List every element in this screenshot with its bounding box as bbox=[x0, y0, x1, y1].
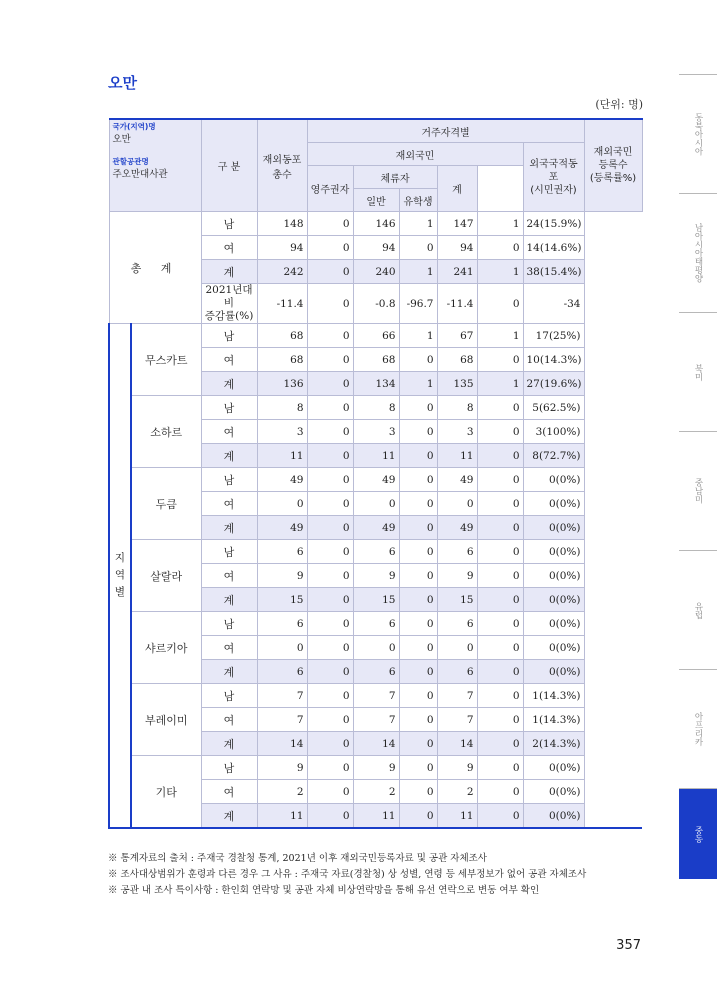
nav-item-label: 중동 bbox=[693, 825, 703, 843]
sex-cell: 남 bbox=[201, 540, 257, 564]
value-cell: 1(14.3%) bbox=[523, 708, 584, 732]
header-general: 일반 bbox=[353, 189, 399, 212]
table-row bbox=[109, 396, 642, 420]
office-label: 관할공관명 bbox=[112, 157, 149, 166]
value-cell: 0 bbox=[307, 660, 353, 684]
value-cell: 11 bbox=[353, 444, 399, 468]
sex-cell: 계 bbox=[201, 588, 257, 612]
region-name: 부레이미 bbox=[131, 684, 201, 756]
value-cell: 15 bbox=[437, 588, 477, 612]
value-cell: 0 bbox=[307, 396, 353, 420]
value-cell: 0 bbox=[307, 540, 353, 564]
value-cell: 94 bbox=[437, 236, 477, 260]
value-cell: 11 bbox=[437, 444, 477, 468]
value-cell: 7 bbox=[437, 684, 477, 708]
table-row bbox=[109, 612, 642, 636]
value-cell: 148 bbox=[257, 212, 307, 236]
sex-cell: 남 bbox=[201, 756, 257, 780]
value-cell: 2(14.3%) bbox=[523, 732, 584, 756]
value-cell: 49 bbox=[437, 516, 477, 540]
value-cell: 2 bbox=[257, 780, 307, 804]
value-cell: 0 bbox=[257, 492, 307, 516]
value-cell: 15 bbox=[257, 588, 307, 612]
value-cell: 0 bbox=[399, 780, 437, 804]
value-cell: 0 bbox=[399, 564, 437, 588]
value-cell: 0 bbox=[307, 212, 353, 236]
nav-item-label: 북미 bbox=[693, 363, 703, 381]
value-cell: 17(25%) bbox=[523, 324, 584, 348]
value-cell: 3(100%) bbox=[523, 420, 584, 444]
header-residence-status: 거주자격별 bbox=[307, 119, 584, 143]
value-cell: -11.4 bbox=[257, 284, 307, 324]
sex-cell: 여 bbox=[201, 564, 257, 588]
sex-cell: 계 bbox=[201, 516, 257, 540]
value-cell: 0 bbox=[477, 236, 523, 260]
value-cell: 0 bbox=[399, 420, 437, 444]
value-cell: 0 bbox=[477, 444, 523, 468]
header-registered: 재외국민 등록수 (등록률%) bbox=[584, 119, 642, 212]
value-cell: 1 bbox=[399, 212, 437, 236]
value-cell: 0 bbox=[307, 780, 353, 804]
value-cell: 49 bbox=[353, 516, 399, 540]
value-cell: 1 bbox=[477, 372, 523, 396]
header-subtotal: 계 bbox=[437, 166, 477, 212]
value-cell: 8 bbox=[353, 396, 399, 420]
region-name: 살랄라 bbox=[131, 540, 201, 612]
nav-item-1[interactable] bbox=[679, 75, 717, 193]
value-cell: 5(62.5%) bbox=[523, 396, 584, 420]
value-cell: 6 bbox=[257, 660, 307, 684]
value-cell: 1 bbox=[399, 324, 437, 348]
value-cell: 0 bbox=[307, 260, 353, 284]
page-number: 357 bbox=[616, 938, 641, 953]
value-cell: 1 bbox=[477, 324, 523, 348]
region-name: 소하르 bbox=[131, 396, 201, 468]
sex-cell: 여 bbox=[201, 780, 257, 804]
value-cell: 9 bbox=[437, 564, 477, 588]
value-cell: 0 bbox=[477, 348, 523, 372]
value-cell: 14 bbox=[437, 732, 477, 756]
sex-cell: 남 bbox=[201, 684, 257, 708]
value-cell: 0 bbox=[307, 236, 353, 260]
sex-cell: 계 bbox=[201, 732, 257, 756]
value-cell: 3 bbox=[353, 420, 399, 444]
value-cell: 0 bbox=[307, 348, 353, 372]
value-cell: 0(0%) bbox=[523, 540, 584, 564]
nav-item-label: 남아시아태평양 bbox=[693, 223, 703, 283]
value-cell: 49 bbox=[257, 468, 307, 492]
office-value: 주오만대사관 bbox=[112, 169, 168, 180]
region-name: 기타 bbox=[131, 756, 201, 829]
value-cell: 0 bbox=[399, 756, 437, 780]
value-cell: 49 bbox=[437, 468, 477, 492]
value-cell: 0 bbox=[399, 516, 437, 540]
value-cell: 3 bbox=[257, 420, 307, 444]
sex-cell: 여 bbox=[201, 708, 257, 732]
value-cell: 24(15.9%) bbox=[523, 212, 584, 236]
nav-item-7[interactable] bbox=[679, 789, 717, 879]
page-title: 오만 bbox=[108, 74, 137, 92]
value-cell: 135 bbox=[437, 372, 477, 396]
value-cell: 9 bbox=[353, 564, 399, 588]
sex-cell: 남 bbox=[201, 396, 257, 420]
change-label: 2021년대비 증감률(%) bbox=[201, 284, 257, 324]
value-cell: 68 bbox=[257, 348, 307, 372]
value-cell: 0 bbox=[477, 396, 523, 420]
value-cell: 0(0%) bbox=[523, 756, 584, 780]
value-cell: 0(0%) bbox=[523, 492, 584, 516]
footnote-scope: ※ 조사대상범위가 훈령과 다른 경우 그 사유 : 주재국 자료(경찰청) 상 성별, 연령 등 세부정보가 없어 공관 자체조사 bbox=[108, 869, 587, 880]
value-cell: 0 bbox=[399, 444, 437, 468]
value-cell: 7 bbox=[437, 708, 477, 732]
sex-cell: 여 bbox=[201, 348, 257, 372]
value-cell: 0 bbox=[257, 636, 307, 660]
value-cell: 0 bbox=[477, 516, 523, 540]
value-cell: 2 bbox=[437, 780, 477, 804]
value-cell: 9 bbox=[257, 756, 307, 780]
value-cell: 0 bbox=[399, 588, 437, 612]
value-cell: 11 bbox=[257, 804, 307, 829]
sex-cell: 남 bbox=[201, 212, 257, 236]
table-body bbox=[109, 212, 642, 829]
value-cell: 0 bbox=[353, 636, 399, 660]
region-name: 무스카트 bbox=[131, 324, 201, 396]
value-cell: 6 bbox=[437, 540, 477, 564]
sex-cell: 계 bbox=[201, 804, 257, 829]
value-cell: 0 bbox=[477, 284, 523, 324]
sex-cell: 남 bbox=[201, 324, 257, 348]
value-cell: -11.4 bbox=[437, 284, 477, 324]
country-label: 국가(지역)명 bbox=[112, 122, 156, 131]
sex-cell: 남 bbox=[201, 612, 257, 636]
value-cell: 9 bbox=[257, 564, 307, 588]
value-cell: 94 bbox=[353, 236, 399, 260]
nav-item-2[interactable] bbox=[679, 194, 717, 312]
region-name: 샤르키아 bbox=[131, 612, 201, 684]
value-cell: 14 bbox=[257, 732, 307, 756]
value-cell: 6 bbox=[257, 540, 307, 564]
value-cell: 66 bbox=[353, 324, 399, 348]
nav-item-5[interactable] bbox=[679, 551, 717, 669]
header-overseas-total: 재외동포 총수 bbox=[257, 119, 307, 212]
value-cell: 49 bbox=[353, 468, 399, 492]
value-cell: 0 bbox=[307, 372, 353, 396]
value-cell: 0 bbox=[307, 756, 353, 780]
table-row bbox=[109, 684, 642, 708]
table-row bbox=[109, 540, 642, 564]
value-cell: 0 bbox=[477, 588, 523, 612]
sex-cell: 계 bbox=[201, 372, 257, 396]
value-cell: 0 bbox=[307, 684, 353, 708]
nav-item-label: 아프리카 bbox=[693, 712, 703, 746]
sex-cell: 여 bbox=[201, 636, 257, 660]
value-cell: 0 bbox=[307, 492, 353, 516]
value-cell: 0 bbox=[437, 636, 477, 660]
value-cell: 0(0%) bbox=[523, 780, 584, 804]
value-cell: 1 bbox=[477, 260, 523, 284]
value-cell: 0 bbox=[399, 804, 437, 829]
value-cell: 6 bbox=[257, 612, 307, 636]
value-cell: 0 bbox=[307, 804, 353, 829]
header-info-cell bbox=[109, 119, 201, 212]
value-cell: 0(0%) bbox=[523, 564, 584, 588]
value-cell: 0 bbox=[399, 540, 437, 564]
value-cell: 6 bbox=[353, 540, 399, 564]
value-cell: 7 bbox=[353, 708, 399, 732]
nav-item-label: 중남미 bbox=[693, 478, 703, 504]
value-cell: 9 bbox=[437, 756, 477, 780]
value-cell: 0 bbox=[399, 684, 437, 708]
value-cell: 0 bbox=[477, 732, 523, 756]
value-cell: 49 bbox=[257, 516, 307, 540]
region-group-label: 지 역 별 bbox=[109, 324, 131, 829]
value-cell: 0(0%) bbox=[523, 636, 584, 660]
sex-cell: 남 bbox=[201, 468, 257, 492]
sex-cell: 계 bbox=[201, 660, 257, 684]
value-cell: 136 bbox=[257, 372, 307, 396]
region-name: 두큼 bbox=[131, 468, 201, 540]
value-cell: -96.7 bbox=[399, 284, 437, 324]
value-cell: 0 bbox=[307, 284, 353, 324]
value-cell: 147 bbox=[437, 212, 477, 236]
value-cell: 0 bbox=[477, 540, 523, 564]
sex-cell: 여 bbox=[201, 420, 257, 444]
value-cell: 134 bbox=[353, 372, 399, 396]
value-cell: 0 bbox=[477, 684, 523, 708]
value-cell: 0(0%) bbox=[523, 588, 584, 612]
value-cell: 27(19.6%) bbox=[523, 372, 584, 396]
value-cell: 1(14.3%) bbox=[523, 684, 584, 708]
value-cell: 7 bbox=[257, 684, 307, 708]
nav-item-label: 동북아시아 bbox=[693, 112, 703, 156]
value-cell: 0(0%) bbox=[523, 468, 584, 492]
value-cell: 0 bbox=[399, 236, 437, 260]
value-cell: 7 bbox=[257, 708, 307, 732]
value-cell: 0(0%) bbox=[523, 612, 584, 636]
nav-item-3[interactable] bbox=[679, 313, 717, 431]
value-cell: 0 bbox=[307, 708, 353, 732]
header-nationals: 재외국민 bbox=[307, 143, 523, 166]
table-row bbox=[109, 468, 642, 492]
value-cell: 11 bbox=[437, 804, 477, 829]
value-cell: 94 bbox=[257, 236, 307, 260]
value-cell: 0(0%) bbox=[523, 516, 584, 540]
value-cell: 10(14.3%) bbox=[523, 348, 584, 372]
value-cell: 8 bbox=[257, 396, 307, 420]
sex-cell: 계 bbox=[201, 444, 257, 468]
value-cell: 1 bbox=[399, 260, 437, 284]
value-cell: 8 bbox=[437, 396, 477, 420]
nav-item-4[interactable] bbox=[679, 432, 717, 550]
header-student: 유학생 bbox=[399, 189, 437, 212]
value-cell: 0 bbox=[477, 708, 523, 732]
value-cell: 0 bbox=[477, 612, 523, 636]
value-cell: 241 bbox=[437, 260, 477, 284]
value-cell: 8(72.7%) bbox=[523, 444, 584, 468]
header-category: 구 분 bbox=[201, 119, 257, 212]
value-cell: 0 bbox=[307, 588, 353, 612]
table-header bbox=[109, 119, 642, 212]
value-cell: 0 bbox=[477, 492, 523, 516]
value-cell: 0 bbox=[477, 780, 523, 804]
value-cell: 67 bbox=[437, 324, 477, 348]
header-permanent: 영주권자 bbox=[307, 166, 353, 212]
value-cell: 38(15.4%) bbox=[523, 260, 584, 284]
country-value: 오만 bbox=[112, 134, 131, 145]
value-cell: 0 bbox=[353, 492, 399, 516]
nav-item-label: 유럽 bbox=[693, 601, 703, 619]
value-cell: 68 bbox=[437, 348, 477, 372]
sex-cell: 계 bbox=[201, 260, 257, 284]
footnotes bbox=[108, 851, 648, 899]
value-cell: 0 bbox=[477, 660, 523, 684]
table-row bbox=[109, 324, 642, 348]
value-cell: 0 bbox=[477, 804, 523, 829]
value-cell: 0 bbox=[399, 636, 437, 660]
value-cell: 0 bbox=[399, 612, 437, 636]
value-cell: 0 bbox=[477, 636, 523, 660]
value-cell: 15 bbox=[353, 588, 399, 612]
value-cell: 0 bbox=[307, 612, 353, 636]
value-cell: 7 bbox=[353, 684, 399, 708]
value-cell: 14 bbox=[353, 732, 399, 756]
value-cell: 68 bbox=[257, 324, 307, 348]
header-sojourner: 체류자 bbox=[353, 166, 437, 189]
sex-cell: 여 bbox=[201, 236, 257, 260]
value-cell: 0 bbox=[437, 492, 477, 516]
nav-item-6[interactable] bbox=[679, 670, 717, 788]
value-cell: 68 bbox=[353, 348, 399, 372]
value-cell: 14(14.6%) bbox=[523, 236, 584, 260]
sex-cell: 여 bbox=[201, 492, 257, 516]
value-cell: 0(0%) bbox=[523, 660, 584, 684]
value-cell: 0 bbox=[307, 516, 353, 540]
footnote-source: ※ 통계자료의 출처 : 주재국 경찰청 통계, 2021년 이후 재외국민등록자료 및 공관 자체조사 bbox=[108, 853, 487, 864]
table-row bbox=[109, 756, 642, 780]
value-cell: 0 bbox=[307, 564, 353, 588]
value-cell: 0 bbox=[399, 708, 437, 732]
value-cell: 6 bbox=[353, 612, 399, 636]
value-cell: 240 bbox=[353, 260, 399, 284]
value-cell: 11 bbox=[257, 444, 307, 468]
value-cell: 0 bbox=[307, 732, 353, 756]
value-cell: 6 bbox=[437, 612, 477, 636]
value-cell: 0 bbox=[307, 444, 353, 468]
header-foreign-nationals: 외국국적동포 (시민권자) bbox=[523, 143, 584, 212]
total-label: 총 계 bbox=[109, 212, 201, 324]
statistics-table bbox=[108, 118, 643, 829]
value-cell: 6 bbox=[353, 660, 399, 684]
value-cell: 0 bbox=[307, 468, 353, 492]
value-cell: 0 bbox=[399, 660, 437, 684]
value-cell: 0 bbox=[399, 396, 437, 420]
side-navigation bbox=[679, 74, 717, 879]
value-cell: 1 bbox=[477, 212, 523, 236]
value-cell: 0 bbox=[477, 468, 523, 492]
value-cell: 9 bbox=[353, 756, 399, 780]
value-cell: 0 bbox=[477, 564, 523, 588]
value-cell: 0 bbox=[307, 420, 353, 444]
value-cell: 3 bbox=[437, 420, 477, 444]
value-cell: 242 bbox=[257, 260, 307, 284]
value-cell: 0 bbox=[399, 348, 437, 372]
footnote-survey: ※ 공관 내 조사 특이사항 : 한인회 연락망 및 공관 자체 비상연락망을 통해 유선 연락으로 변동 여부 확인 bbox=[108, 885, 540, 896]
value-cell: 0 bbox=[399, 468, 437, 492]
value-cell: 146 bbox=[353, 212, 399, 236]
value-cell: 0 bbox=[399, 732, 437, 756]
table-row bbox=[109, 212, 642, 236]
value-cell: 0 bbox=[477, 756, 523, 780]
value-cell: 11 bbox=[353, 804, 399, 829]
value-cell: 0 bbox=[399, 492, 437, 516]
value-cell: 0(0%) bbox=[523, 804, 584, 829]
unit-label: (단위: 명) bbox=[595, 98, 643, 111]
value-cell: 0 bbox=[307, 636, 353, 660]
value-cell: -0.8 bbox=[353, 284, 399, 324]
value-cell: -34 bbox=[523, 284, 584, 324]
value-cell: 0 bbox=[477, 420, 523, 444]
value-cell: 1 bbox=[399, 372, 437, 396]
value-cell: 2 bbox=[353, 780, 399, 804]
value-cell: 6 bbox=[437, 660, 477, 684]
value-cell: 0 bbox=[307, 324, 353, 348]
